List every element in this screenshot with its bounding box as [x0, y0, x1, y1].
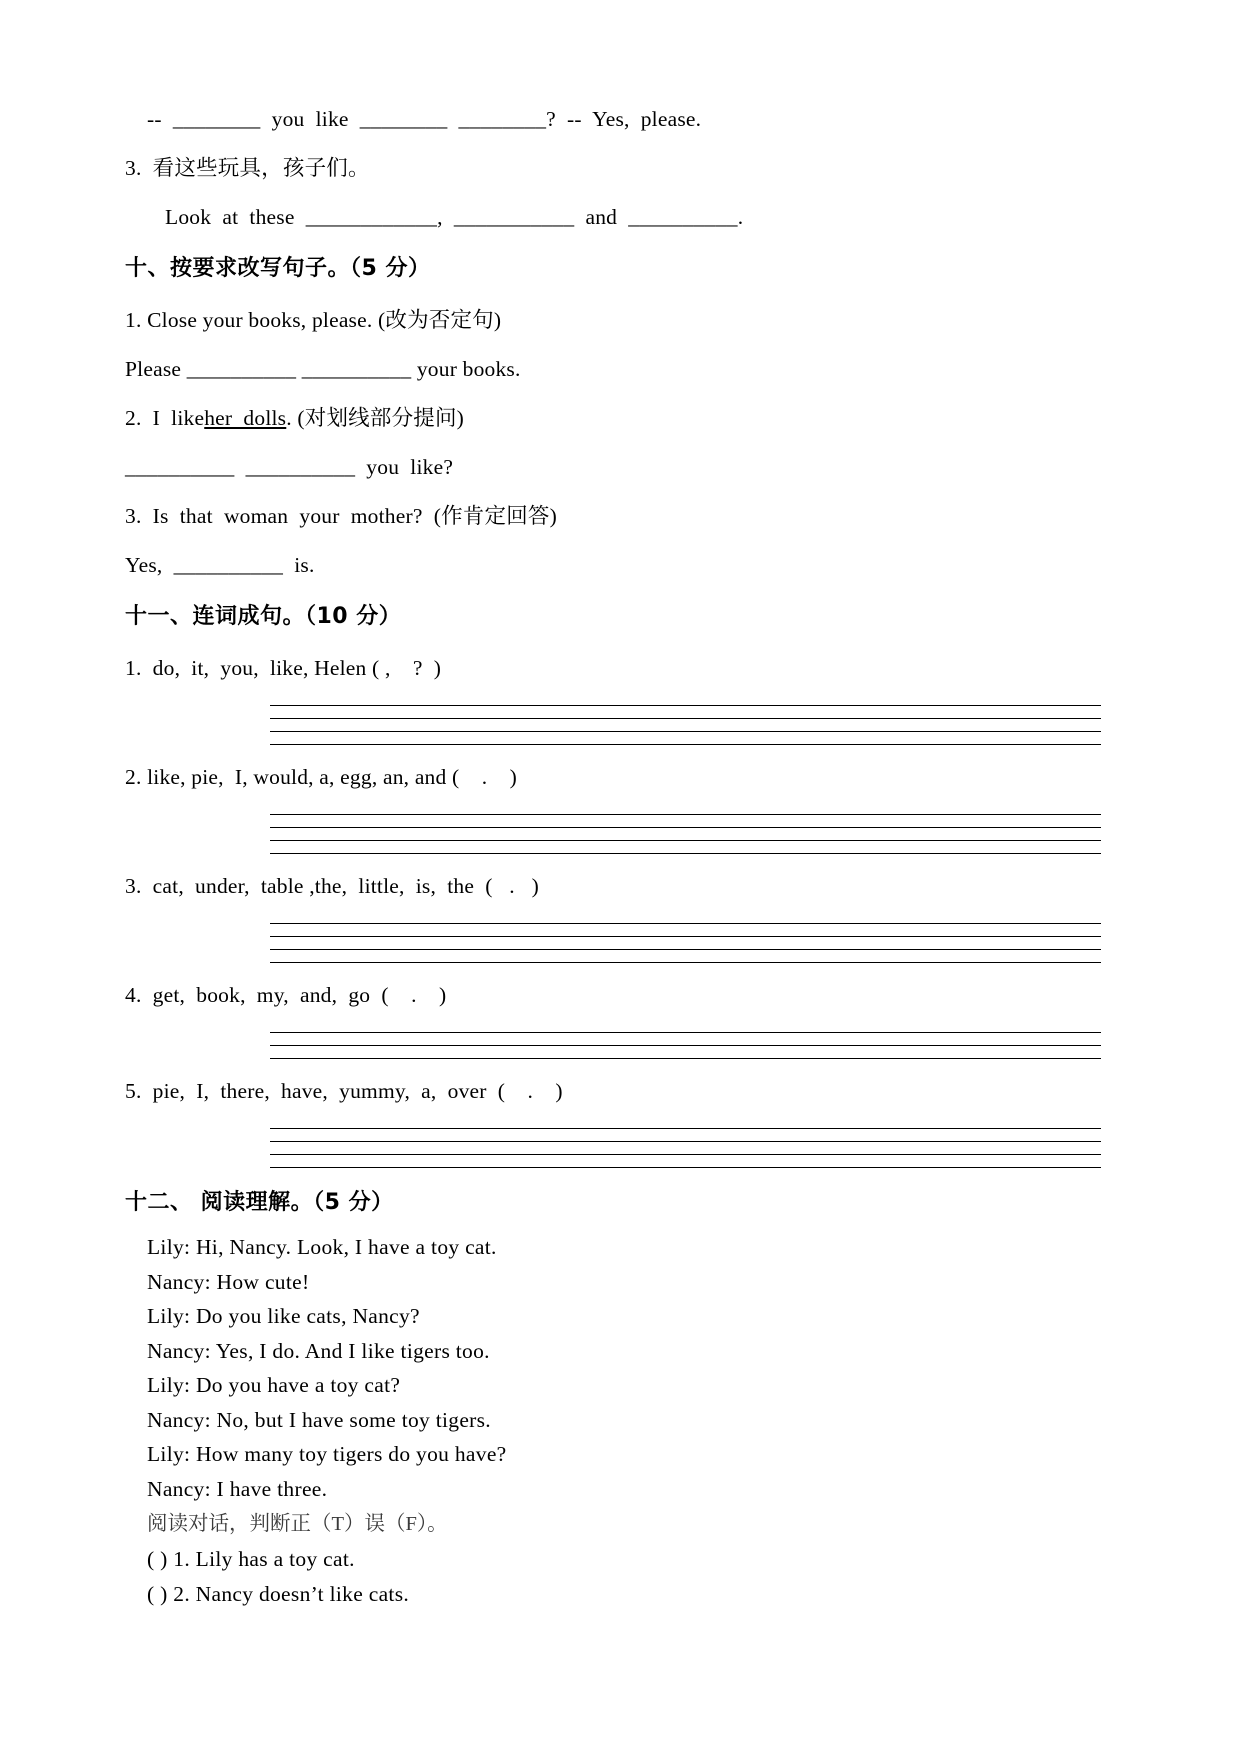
section-10-item-1: 1. Close your books, please. (改为否定句) [125, 308, 502, 332]
answer-rule [270, 937, 1101, 950]
section-10-heading: 十、按要求改写句子。（5 分） [125, 256, 431, 281]
section-10-item-3-answer: Yes, __________ is. [125, 553, 315, 577]
dialogue-line: Lily: Do you like cats, Nancy? [147, 1304, 420, 1328]
answer-lines-3[interactable] [125, 913, 1106, 963]
answer-rule [270, 1129, 1101, 1142]
true-false-question-2[interactable]: ( ) 2. Nancy doesn’t like cats. [147, 1582, 410, 1606]
answer-rule [270, 841, 1101, 854]
answer-lines-2[interactable] [125, 804, 1106, 854]
section-10-item-3: 3. Is that woman your mother? (作肯定回答) [125, 504, 557, 528]
question-3-answer-line: Look at these ____________, ___________ and __________. [165, 205, 744, 229]
answer-rule [270, 719, 1101, 732]
section-12-heading: 十二、 阅读理解。（5 分） [125, 1190, 394, 1215]
dialogue-line: Nancy: I have three. [147, 1476, 328, 1501]
dialogue-line: Nancy: Yes, I do. And I like tigers too. [147, 1338, 490, 1363]
answer-rule [270, 828, 1101, 841]
answer-lines-5[interactable] [125, 1118, 1106, 1168]
dialogue-line: Lily: Hi, Nancy. Look, I have a toy cat. [147, 1235, 497, 1259]
answer-rule [270, 1118, 1101, 1129]
answer-rule [270, 1033, 1101, 1046]
answer-rule [270, 1046, 1101, 1059]
answer-lines-1[interactable] [125, 695, 1106, 745]
answer-rule [270, 804, 1101, 815]
answer-rule [270, 815, 1101, 828]
section-10-item-2-underlined: her dolls [204, 406, 287, 430]
section-11-item-3: 3. cat, under, table ,the, little, is, the ( . ) [125, 874, 539, 898]
answer-rule [270, 732, 1101, 745]
section-11-item-5: 5. pie, I, there, have, yummy, a, over ( . ) [125, 1079, 563, 1103]
section-11-item-2: 2. like, pie, I, would, a, egg, an, and ( . ) [125, 765, 517, 789]
section-10-item-2-answer: __________ __________ you like? [125, 455, 454, 479]
fill-in-question-prompt: -- ________ you like ________ ________? -- Yes, please. [147, 107, 702, 131]
answer-rule [270, 1155, 1101, 1168]
section-11-item-1: 1. do, it, you, like, Helen ( , ? ) [125, 656, 442, 680]
section-10-item-2 [125, 394, 1106, 443]
dialogue-line: Lily: How many toy tigers do you have? [147, 1442, 507, 1466]
answer-rule [270, 1142, 1101, 1155]
answer-rule [270, 695, 1101, 706]
true-false-question-1[interactable]: ( ) 1. Lily has a toy cat. [147, 1547, 355, 1571]
answer-rule [270, 706, 1101, 719]
question-3-chinese: 3. 看这些玩具，孩子们。 [125, 156, 370, 180]
answer-lines-4[interactable] [125, 1022, 1106, 1059]
answer-rule [270, 950, 1101, 963]
answer-rule [270, 1022, 1101, 1033]
section-11-heading: 十一、连词成句。（10 分） [125, 604, 402, 629]
reading-instruction: 阅读对话，判断正（T）误（F）。 [147, 1513, 448, 1535]
section-10-item-2-suffix: . (对划线部分提问) [286, 406, 465, 430]
dialogue-line: Nancy: How cute! [147, 1269, 310, 1294]
dialogue-line: Nancy: No, but I have some toy tigers. [147, 1407, 491, 1432]
section-11-item-4: 4. get, book, my, and, go ( . ) [125, 983, 447, 1007]
dialogue-line: Lily: Do you have a toy cat? [147, 1373, 401, 1397]
section-10-item-2-prefix: 2. I like [125, 406, 205, 430]
section-10-item-1-answer: Please __________ __________ your books. [125, 357, 521, 381]
answer-rule [270, 913, 1101, 924]
answer-rule [270, 924, 1101, 937]
